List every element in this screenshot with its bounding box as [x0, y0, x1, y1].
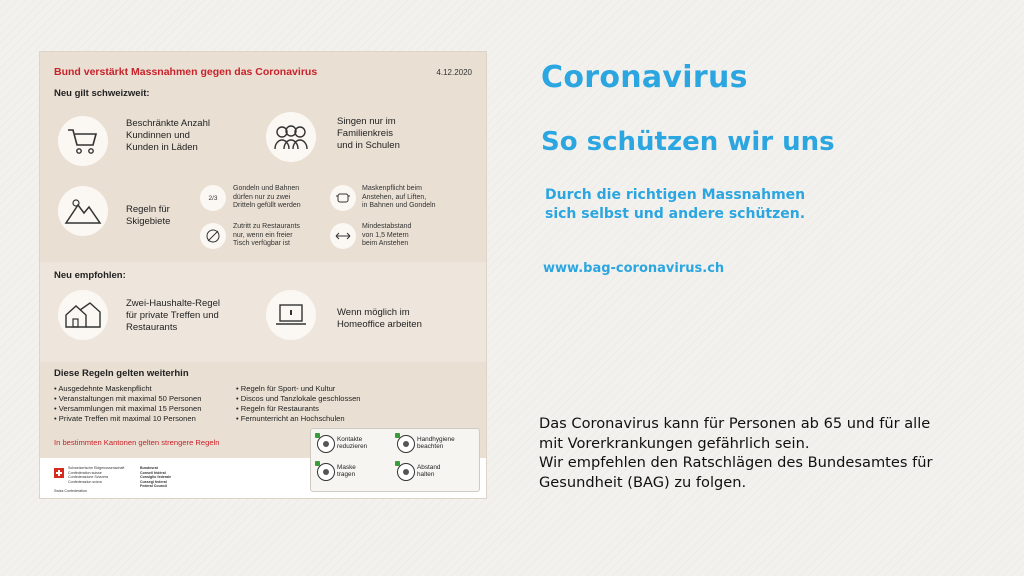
rule-item: • Regeln für Sport- und Kultur [236, 384, 361, 394]
rule-item: • Ausgedehnte Maskenpflicht [54, 384, 201, 394]
rule-item: • Fernunterricht an Hochschulen [236, 414, 361, 424]
tagline: Durch die richtigen Massnahmen sich selbst und andere schützen. [545, 187, 806, 222]
section-recommended-heading: Neu empfohlen: [54, 270, 126, 281]
section-new-heading: Neu gilt schweizweit: [54, 88, 150, 99]
tip-contacts: Kontakte reduzieren [337, 436, 368, 451]
rules-right-list [236, 384, 361, 424]
confederation-names: Schweizerische Eidgenossenschaft Confédération suisse Confederazione Svizzera Confederaziun svizra [68, 466, 125, 484]
shopping-cart-icon [58, 116, 108, 166]
risk-info-text: Das Coronavirus kann für Personen ab 65 und für alle mit Vorerkrankungen gefährlich sein. Wir empfehlen den Ratschlägen des Bundesamtes für Gesundheit (BAG) zu folgen. [539, 415, 933, 491]
houses-icon [58, 290, 108, 340]
rule-item: • Versammlungen mit maximal 15 Personen [54, 404, 201, 414]
check-icon [395, 461, 400, 466]
poster-date: 4.12.2020 [436, 68, 472, 77]
item-homeoffice: Wenn möglich im Homeoffice arbeiten [337, 307, 422, 330]
item-ski-rules: Regeln für Skigebiete [126, 204, 171, 227]
check-icon [315, 433, 320, 438]
bag-website-link[interactable]: www.bag-coronavirus.ch [543, 261, 725, 276]
ski-rule-mask: Maskenpflicht beim Anstehen, auf Liften, in Bahnen und Gondeln [362, 185, 436, 210]
rule-item: • Regeln für Restaurants [236, 404, 361, 414]
distance-icon [330, 223, 356, 249]
page-title: Coronavirus [541, 60, 748, 95]
check-icon [315, 461, 320, 466]
ski-rule-restaurant: Zutritt zu Restaurants nur, wenn ein freier Tisch verfügbar ist [233, 223, 300, 248]
gondola-label: 2/3 [208, 194, 218, 202]
confederation-swiss: Swiss Confederation [54, 489, 87, 493]
laptop-icon [266, 290, 316, 340]
check-icon [395, 433, 400, 438]
item-two-households: Zwei-Haushalte-Regel für private Treffen und Restaurants [126, 298, 220, 333]
item-singing: Singen nur im Familienkreis und in Schulen [337, 116, 400, 151]
rules-left-list [54, 384, 201, 424]
rule-item: • Discos und Tanzlokale geschlossen [236, 394, 361, 404]
rule-item: • Veranstaltungen mit maximal 50 Personen [54, 394, 201, 404]
ski-rule-distance: Mindestabstand von 1,5 Metern beim Anstehen [362, 223, 412, 248]
mountain-icon [58, 186, 108, 236]
cantons-note: In bestimmten Kantonen gelten strengere Regeln [54, 438, 220, 447]
ski-rule-gondola: Gondeln und Bahnen dürfen nur zu zwei Dritteln gefüllt werden [233, 185, 301, 210]
singing-people-icon [266, 112, 316, 162]
restaurant-icon [200, 223, 226, 249]
measures-poster [40, 52, 486, 498]
tip-hand-hygiene: Handhygiene beachten [417, 436, 455, 451]
tip-mask: Maske tragen [337, 464, 356, 479]
item-customers-limit: Beschränkte Anzahl Kundinnen und Kunden in Läden [126, 118, 210, 153]
rule-item: • Private Treffen mit maximal 10 Personen [54, 414, 201, 424]
hygiene-tips-box [310, 428, 480, 492]
mask-icon [330, 185, 356, 211]
federal-council-names: Bundesrat Conseil fédéral Consiglio federale Cussegl federal Federal Council [140, 466, 172, 489]
swiss-flag-icon [54, 468, 64, 478]
tip-distance: Abstand halten [417, 464, 441, 479]
page-subtitle: So schützen wir uns [541, 127, 835, 157]
gondola-icon [200, 185, 226, 211]
section-rules-heading: Diese Regeln gelten weiterhin [54, 368, 189, 379]
poster-title: Bund verstärkt Massnahmen gegen das Coronavirus [54, 66, 318, 78]
